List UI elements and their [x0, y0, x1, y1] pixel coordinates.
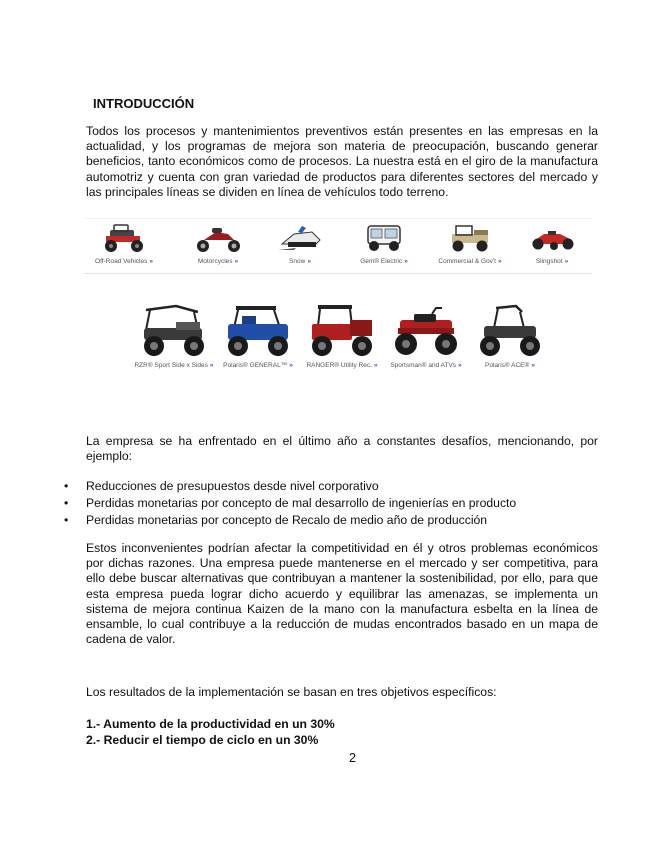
ace-vehicle-icon [472, 302, 548, 360]
category-label: Slingshot » [535, 258, 569, 265]
strip-bottom-border [84, 273, 592, 274]
category-gem-electric[interactable] [344, 222, 424, 265]
vehicle-ace[interactable] [468, 302, 552, 369]
category-off-road[interactable] [84, 222, 164, 265]
objective-2: 2.- Reducir el tiempo de ciclo en un 30% [86, 733, 319, 747]
intro-paragraph: Todos los procesos y mantenimientos preventivos están presentes en las empresas en la actualidad, y los programas de mejora son materia de preocupación, buscando generar beneficios, tanto económicos como de procesos. La nuestra está en el giro de la manufactura automotriz y cuenta con gran variedad de productos para diferentes sectores del mercado y las principales líneas se dividen en línea de vehículos todo terreno. [86, 124, 598, 199]
list-item: • Perdidas monetarias por concepto de Recalo de medio año de producción [64, 512, 516, 529]
list-item: • Reducciones de presupuestos desde nivel corporativo [64, 478, 516, 495]
category-label: Gem® Electric » [360, 258, 408, 265]
list-item: • Perdidas monetarias por concepto de mal desarrollo de ingenierías en producto [64, 495, 516, 512]
utility-vehicle-icon [442, 222, 498, 254]
vehicle-label: Sportsman® and ATVs » [390, 362, 462, 369]
category-commercial[interactable] [430, 222, 510, 265]
vehicle-lineup [132, 302, 552, 372]
kaizen-paragraph: Estos inconvenientes podrían afectar la competitividad en él y otros problemas económicos por dichas razones. Una empresa puede mantenerse en el mercado y ser competitiva, para ello debe buscar alternativas que contribuyan a mantener la sostenibilidad, por ello, para que esta empresa pueda lograr dicho acuerdo y equilibrar las amenazas, se implementa un sistema de mejora continua Kaizen de la mano con la manufactura esbelta en la línea de ensamble, lo cual contribuye a la reducción de mudas encontrados basado en un mapa de cadena de valor. [86, 541, 598, 647]
vehicle-general[interactable] [216, 302, 300, 369]
snowmobile-icon [272, 222, 328, 254]
vehicle-label: RANGER® Utility Rec. » [306, 362, 378, 369]
vehicle-rzr[interactable] [132, 302, 216, 369]
category-label: Motorcycles » [197, 258, 239, 265]
category-slingshot[interactable] [512, 222, 592, 265]
vehicle-label: Polaris® GENERAL™ » [223, 362, 293, 369]
motorcycle-icon [190, 222, 246, 254]
category-motorcycles[interactable] [178, 222, 258, 265]
sport-side-by-side-icon [136, 302, 212, 360]
vehicle-label: RZR® Sport Side x Sides » [134, 362, 214, 369]
slingshot-icon [524, 222, 580, 254]
objective-1: 1.- Aumento de la productividad en un 30% [86, 717, 335, 731]
category-snow[interactable] [260, 222, 340, 265]
category-label: Off-Road Vehicles » [95, 258, 153, 265]
atv-icon [96, 222, 152, 254]
category-label: Snow » [289, 258, 311, 265]
vehicle-sportsman[interactable] [384, 302, 468, 369]
challenges-paragraph: La empresa se ha enfrentado en el último año a constantes desafíos, mencionando, por ejemplo: [86, 434, 598, 464]
atv-icon [388, 302, 464, 360]
section-heading: INTRODUCCIÓN [93, 96, 195, 111]
results-paragraph: Los resultados de la implementación se basan en tres objetivos específicos: [86, 685, 497, 699]
general-utv-icon [220, 302, 296, 360]
challenges-list [64, 478, 516, 529]
category-label: Commercial & Gov't » [438, 258, 502, 265]
ranger-utv-icon [304, 302, 380, 360]
vehicle-ranger[interactable] [300, 302, 384, 369]
strip-top-border [84, 218, 592, 219]
electric-car-icon [356, 222, 412, 254]
vehicle-label: Polaris® ACE® » [485, 362, 535, 369]
page-number: 2 [349, 751, 356, 765]
product-category-strip [84, 218, 592, 274]
